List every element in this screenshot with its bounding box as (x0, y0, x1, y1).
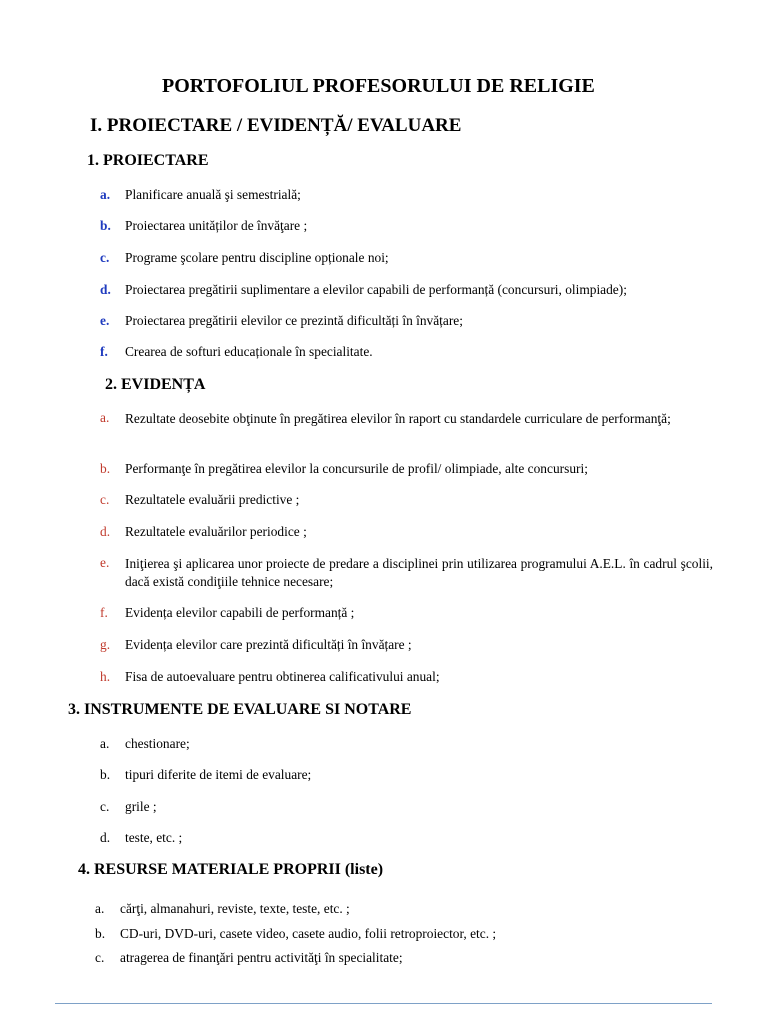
list-marker: b. (100, 767, 111, 782)
list-marker: f. (100, 344, 108, 359)
list-item-text: atragerea de finanţări pentru activităţi în specialitate; (120, 950, 403, 965)
list-marker: h. (100, 669, 111, 684)
list-marker: d. (100, 830, 111, 845)
list-item-text: Proiectarea pregătirii suplimentare a elevilor capabili de performanță (concursuri, olimpiade); (125, 282, 627, 297)
list-marker: b. (100, 218, 111, 233)
list-item-text: Evidența elevilor care prezintă dificultăți în învățare ; (125, 637, 412, 652)
list-item-text: Proiectarea pregătirii elevilor ce prezintă dificultăți în învățare; (125, 313, 463, 328)
list-item-text: Fisa de autoevaluare pentru obtinerea calificativului anual; (125, 669, 440, 684)
list-marker: e. (100, 313, 110, 328)
list-item (0, 555, 768, 591)
list-item-text: Proiectarea unităților de învăţare ; (125, 218, 308, 233)
list-item-text: Iniţierea şi aplicarea unor proiecte de predare a disciplinei prin utilizarea programului A.E.L. în cadrul şcolii, dacă există condiţiile tehnice necesare; (125, 556, 713, 589)
list-item-text: Planificare anuală şi semestrială; (125, 187, 301, 202)
list-marker: c. (100, 799, 110, 814)
list-item-text: Rezultatele evaluărilor periodice ; (125, 524, 307, 539)
list-item-text: cărţi, almanahuri, reviste, texte, teste, etc. ; (120, 901, 350, 916)
list-marker: b. (95, 926, 106, 941)
list-marker: d. (100, 524, 111, 539)
list-marker: a. (95, 901, 105, 916)
list-item-text: Rezultatele evaluării predictive ; (125, 492, 300, 507)
list-item-text: teste, etc. ; (125, 830, 183, 845)
list-item-text: CD-uri, DVD-uri, casete video, casete audio, folii retroproiector, etc. ; (120, 926, 497, 941)
list-item-text: Rezultate deosebite obţinute în pregătirea elevilor în raport cu standardele curriculare de performanţă; (125, 411, 671, 426)
list-marker: a. (100, 736, 110, 751)
list-marker: e. (100, 555, 110, 570)
list-item-text: Performanţe în pregătirea elevilor la concursurile de profil/ olimpiade, alte concursuri; (125, 461, 588, 476)
document-title: PORTOFOLIUL PROFESORULUI DE RELIGIE (162, 75, 595, 97)
list-item-text: Crearea de softuri educaționale în specialitate. (125, 344, 373, 359)
footer-divider (55, 1003, 712, 1004)
section-heading-evidenta: 2. EVIDENȚA (105, 376, 206, 393)
list-marker: b. (100, 461, 111, 476)
section-heading-proiectare: 1. PROIECTARE (87, 152, 209, 169)
part-heading: I. PROIECTARE / EVIDENȚĂ/ EVALUARE (90, 115, 462, 136)
section-heading-resurse: 4. RESURSE MATERIALE PROPRII (liste) (78, 861, 384, 878)
list-marker: a. (100, 187, 111, 202)
list-marker: c. (100, 250, 110, 265)
list-marker: c. (100, 492, 110, 507)
list-item-text: Programe şcolare pentru discipline opționale noi; (125, 250, 389, 265)
list-marker: c. (95, 950, 105, 965)
list-item-text: tipuri diferite de itemi de evaluare; (125, 767, 312, 782)
section-heading-instrumente: 3. INSTRUMENTE DE EVALUARE SI NOTARE (68, 701, 412, 718)
list-marker: d. (100, 282, 111, 297)
list-item-text: Evidența elevilor capabili de performanță ; (125, 605, 355, 620)
list-marker: g. (100, 637, 111, 652)
list-item (0, 410, 768, 446)
list-marker: a. (100, 410, 110, 425)
list-item-text: chestionare; (125, 736, 190, 751)
list-item-text: grile ; (125, 799, 157, 814)
list-marker: f. (100, 605, 108, 620)
